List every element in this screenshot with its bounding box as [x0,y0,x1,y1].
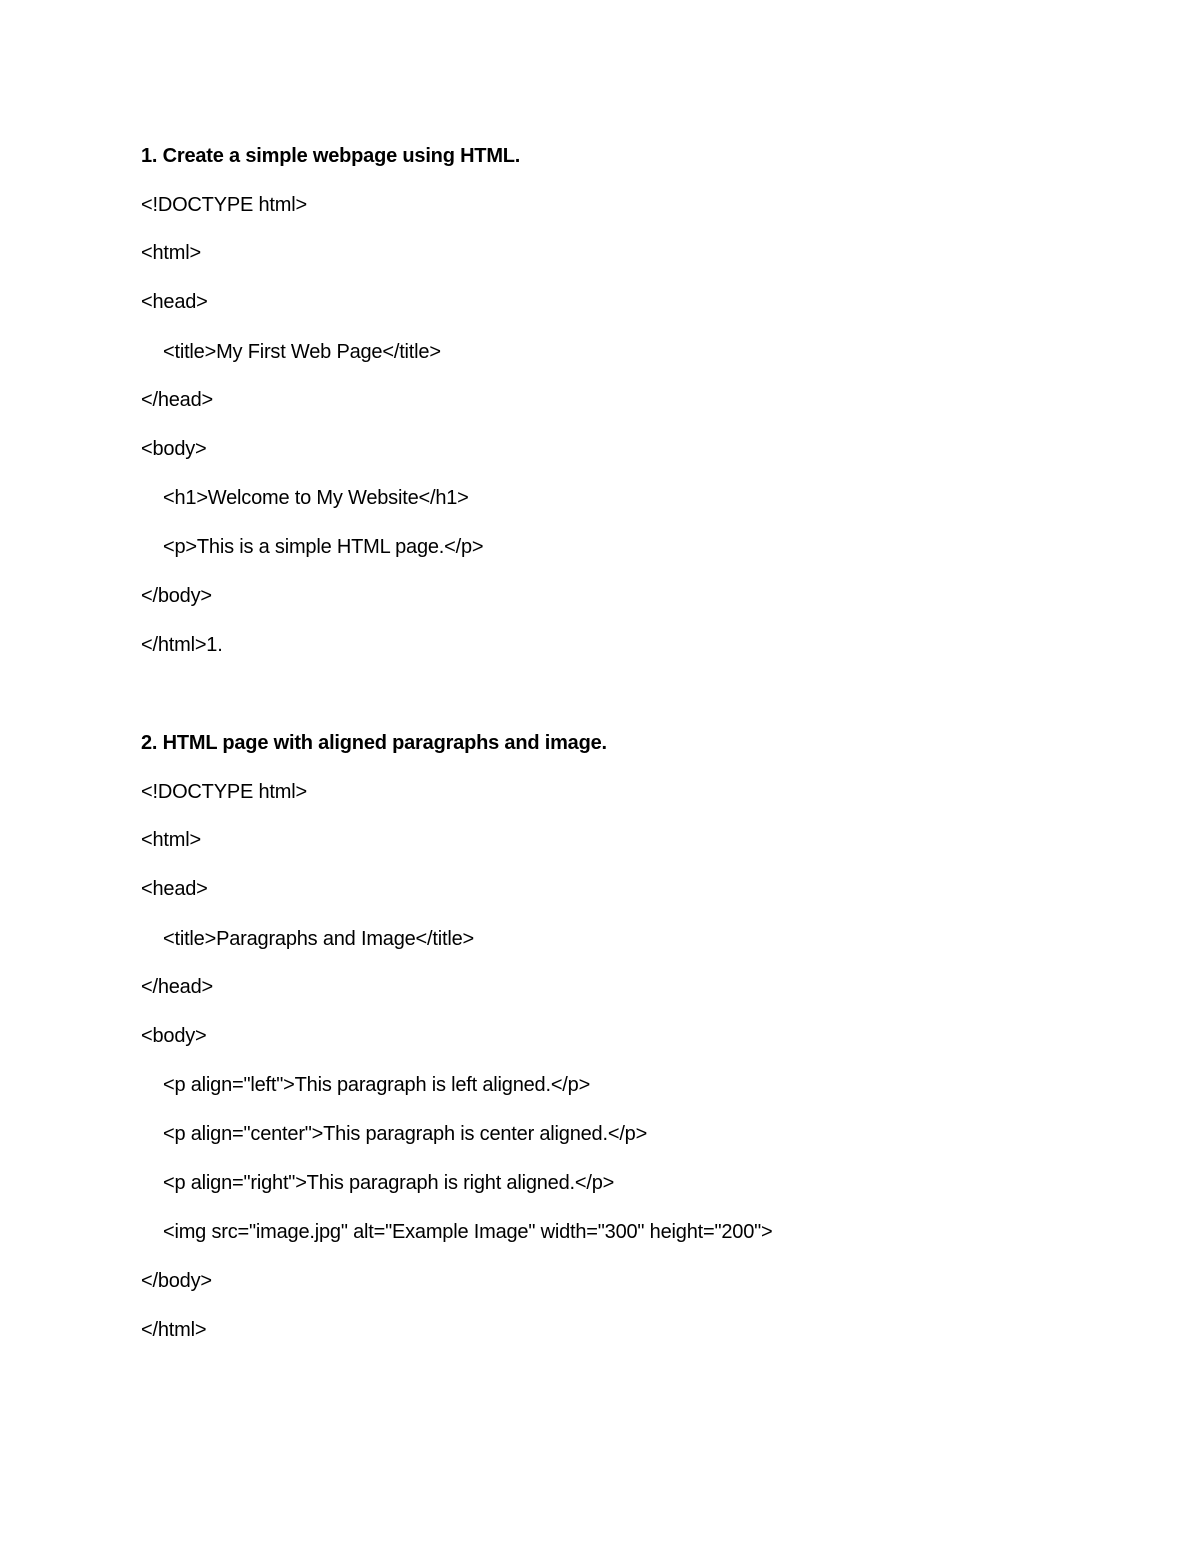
code-line: <title>Paragraphs and Image</title> [163,928,474,950]
code-line: </body> [141,1270,212,1292]
code-line: </html> [141,1319,207,1341]
code-line: <p align="left">This paragraph is left aligned.</p> [163,1074,591,1096]
code-line: <body> [141,438,207,460]
code-line: <p align="right">This paragraph is right aligned.</p> [163,1172,615,1194]
code-line: </head> [141,976,214,998]
code-line: <head> [141,291,208,313]
code-line: <!DOCTYPE html> [141,194,307,216]
code-line: <title>My First Web Page</title> [163,341,441,363]
code-line: <html> [141,242,201,264]
code-line: <!DOCTYPE html> [141,781,307,803]
code-line: <html> [141,829,201,851]
code-line: <head> [141,878,208,900]
code-line: </body> [141,585,212,607]
code-line: <p align="center">This paragraph is center aligned.</p> [163,1123,648,1145]
code-line: </head> [141,389,214,411]
code-line: <h1>Welcome to My Website</h1> [163,487,469,509]
code-line: <body> [141,1025,207,1047]
section-2-heading: 2. HTML page with aligned paragraphs and image. [141,732,607,754]
code-line: <p>This is a simple HTML page.</p> [163,536,484,558]
code-line: </html>1. [141,634,223,656]
code-line: <img src="image.jpg" alt="Example Image" width="300" height="200"> [163,1221,773,1243]
section-1-heading: 1. Create a simple webpage using HTML. [141,145,521,167]
